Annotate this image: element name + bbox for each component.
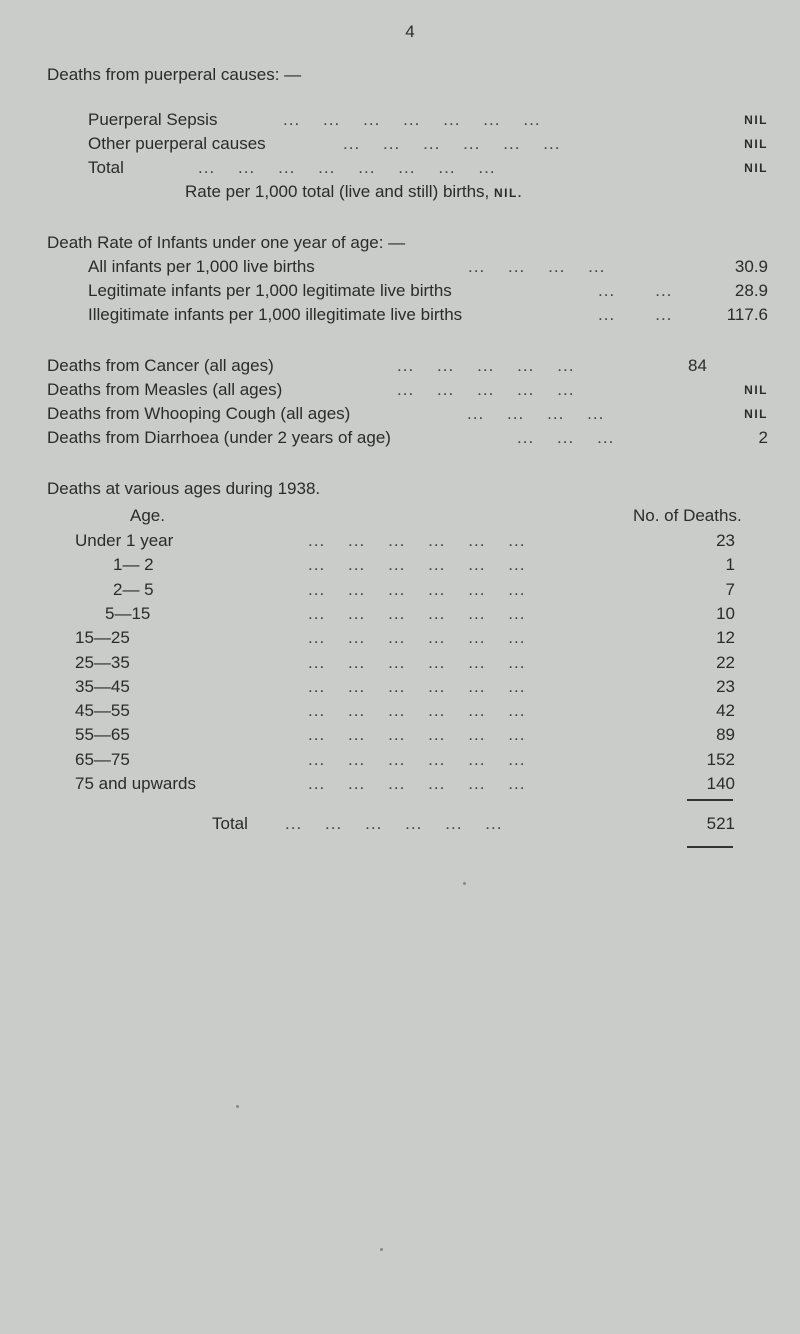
age-deaths-value: 23 bbox=[716, 531, 735, 550]
row-label: Illegitimate infants per 1,000 illegitimate live births bbox=[88, 305, 463, 324]
infant-row-all: All infants per 1,000 live births ... ... ... ... 30.9 bbox=[88, 257, 768, 276]
age-deaths-value: 23 bbox=[716, 676, 735, 696]
age-deaths-value: 1 bbox=[725, 555, 735, 575]
age-label: 25—35 bbox=[75, 652, 130, 672]
age-label: 1— 2 bbox=[113, 555, 154, 575]
age-row: 45—55 ... ... ... ... ... ... 42 bbox=[75, 701, 735, 721]
age-label: 55—65 bbox=[75, 725, 130, 745]
total-label: Total bbox=[212, 814, 248, 833]
age-label: 45—55 bbox=[75, 701, 130, 721]
age-row: 5—15 ... ... ... ... ... ... 10 bbox=[105, 603, 735, 623]
age-label: Under 1 year bbox=[75, 531, 174, 550]
rate-value: NIL. bbox=[494, 186, 523, 200]
age-label: 15—25 bbox=[75, 628, 130, 648]
puerperal-row-other: Other puerperal causes ... ... ... ... ... ... NIL bbox=[88, 134, 768, 153]
row-label: All infants per 1,000 live births bbox=[88, 257, 315, 276]
age-row: 35—45 ... ... ... ... ... ... 23 bbox=[75, 676, 735, 696]
row-label: Other puerperal causes bbox=[88, 134, 266, 153]
page-number: 4 bbox=[405, 22, 415, 41]
ages-column-age: Age. bbox=[130, 506, 165, 525]
cause-row-whooping-cough: Deaths from Whooping Cough (all ages) ... ... ... ... NIL bbox=[47, 404, 768, 423]
row-label: Deaths from Diarrhoea (under 2 years of age) bbox=[47, 428, 391, 447]
total-value: 521 bbox=[706, 814, 735, 833]
paper-speck bbox=[380, 1248, 383, 1251]
row-value: 30.9 bbox=[734, 257, 768, 276]
paper-speck bbox=[463, 882, 466, 885]
puerperal-row-total: Total ... ... ... ... ... ... ... ... NIL bbox=[88, 158, 768, 177]
age-deaths-value: 42 bbox=[716, 701, 735, 721]
row-value: NIL bbox=[744, 137, 768, 151]
row-value: NIL bbox=[744, 383, 768, 397]
age-row: 1— 2 ... ... ... ... ... ... 1 bbox=[113, 555, 735, 575]
age-deaths-value: 7 bbox=[725, 579, 735, 599]
row-value: 117.6 bbox=[726, 305, 768, 324]
total-rule-top bbox=[687, 799, 733, 801]
age-label: 35—45 bbox=[75, 676, 130, 696]
age-label: 2— 5 bbox=[113, 579, 154, 599]
age-row: 65—75 ... ... ... ... ... ... 152 bbox=[75, 749, 735, 769]
age-row: 75 and upwards ... ... ... ... ... ... 140 bbox=[75, 774, 735, 793]
age-deaths-value: 22 bbox=[716, 652, 735, 672]
cause-row-measles: Deaths from Measles (all ages) ... ... ... ... ... NIL bbox=[47, 380, 768, 399]
paper-speck bbox=[236, 1105, 239, 1108]
age-row: 15—25 ... ... ... ... ... ... 12 bbox=[75, 628, 735, 648]
infant-row-illegitimate: Illegitimate infants per 1,000 illegitimate live births ... ... 117.6 bbox=[88, 305, 768, 324]
cause-row-diarrhoea: Deaths from Diarrhoea (under 2 years of age) ... ... ... 2 bbox=[47, 428, 768, 447]
total-rule-bottom bbox=[687, 846, 733, 848]
row-label: Deaths from Whooping Cough (all ages) bbox=[47, 404, 351, 423]
age-deaths-value: 140 bbox=[706, 774, 735, 793]
ages-heading: Deaths at various ages during 1938. bbox=[47, 479, 321, 498]
row-value: 2 bbox=[758, 428, 768, 447]
age-row: 55—65 ... ... ... ... ... ... 89 bbox=[75, 725, 735, 745]
age-label: 65—75 bbox=[75, 749, 130, 769]
infant-heading: Death Rate of Infants under one year of age: — bbox=[47, 233, 406, 252]
row-value: NIL bbox=[744, 113, 768, 127]
row-value: NIL bbox=[744, 407, 768, 421]
row-label: Puerperal Sepsis bbox=[88, 110, 218, 129]
puerperal-heading: Deaths from puerperal causes: — bbox=[47, 65, 302, 84]
row-label: Legitimate infants per 1,000 legitimate live births bbox=[88, 281, 452, 300]
age-deaths-value: 10 bbox=[716, 603, 735, 623]
age-deaths-value: 152 bbox=[706, 749, 735, 769]
age-deaths-value: 12 bbox=[716, 628, 735, 648]
puerperal-rate bbox=[185, 182, 523, 203]
age-label: 75 and upwards bbox=[75, 774, 196, 793]
rate-text: Rate per 1,000 total (live and still) births, bbox=[185, 182, 490, 201]
row-value: NIL bbox=[744, 161, 768, 175]
puerperal-row-sepsis: Puerperal Sepsis ... ... ... ... ... ... ... NIL bbox=[88, 110, 768, 129]
age-row: 2— 5 ... ... ... ... ... ... 7 bbox=[113, 579, 735, 599]
cause-row-cancer: Deaths from Cancer (all ages) ... ... ... ... ... 84 bbox=[47, 356, 768, 376]
ages-total-row: Total ... ... ... ... ... ... 521 bbox=[212, 814, 735, 833]
row-label: Total bbox=[88, 158, 124, 177]
age-row: 25—35 ... ... ... ... ... ... 22 bbox=[75, 652, 735, 672]
age-deaths-value: 89 bbox=[716, 725, 735, 745]
row-value: 28.9 bbox=[734, 281, 768, 300]
infant-row-legitimate: Legitimate infants per 1,000 legitimate live births ... ... 28.9 bbox=[88, 281, 768, 300]
age-row: Under 1 year ... ... ... ... ... ... 23 bbox=[75, 531, 735, 550]
age-label: 5—15 bbox=[105, 603, 151, 623]
row-value: 84 bbox=[688, 356, 707, 375]
row-label: Deaths from Measles (all ages) bbox=[47, 380, 283, 399]
ages-column-deaths: No. of Deaths. bbox=[633, 506, 742, 525]
row-label: Deaths from Cancer (all ages) bbox=[47, 356, 274, 375]
